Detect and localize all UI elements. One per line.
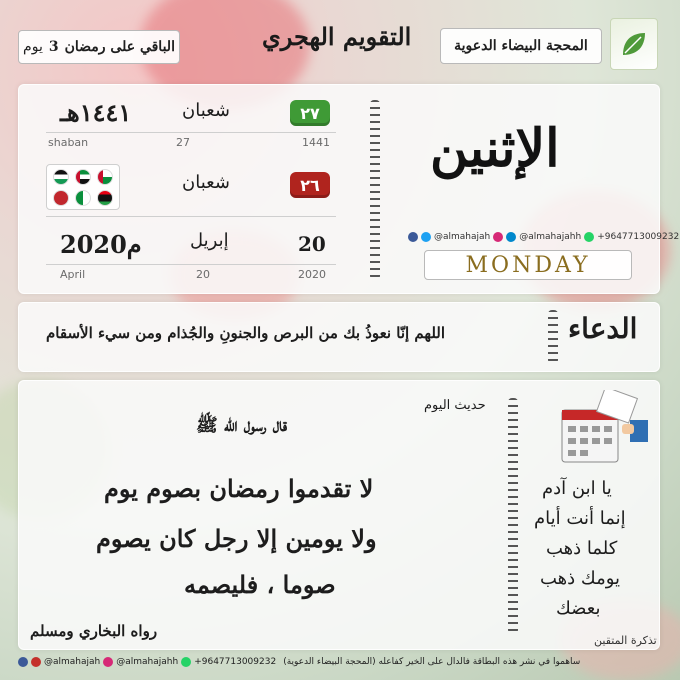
flag-icon: [97, 169, 113, 185]
hijri-year: ١٤٤١هـ: [60, 98, 132, 127]
reminder-line-5: بعضك: [556, 598, 601, 619]
ramadan-countdown: [18, 30, 180, 64]
hijri-month-en: shaban: [48, 136, 89, 149]
weekday-arabic: الإثنين: [430, 118, 560, 179]
second-day-badge: ٢٦: [290, 172, 330, 198]
brand-logo: [610, 18, 658, 70]
footer: [18, 652, 660, 672]
countdown-days: 3: [48, 39, 59, 55]
countdown-unit: يوم: [23, 39, 43, 55]
calendar-illustration: [560, 390, 650, 468]
reminder-line-1: يا ابن آدم: [542, 478, 612, 499]
brand-name: المحجة البيضاء الدعوية: [440, 28, 602, 64]
youtube-icon[interactable]: [31, 657, 41, 667]
gregorian-day-en: 20: [196, 268, 210, 281]
ornament-divider: [370, 100, 380, 280]
social-phone[interactable]: +9647713009232: [597, 232, 680, 242]
gregorian-month: إبريل: [190, 230, 229, 251]
flag-icon: [53, 169, 69, 185]
countdown-label: الباقي على رمضان: [64, 39, 175, 55]
leaf-icon: [619, 29, 649, 59]
flags-group: [46, 164, 120, 210]
gregorian-year: 2020م: [60, 230, 142, 259]
gregorian-year-en: 2020: [298, 268, 326, 281]
hijri-year-en: 1441: [302, 136, 330, 149]
ornament-divider: [508, 398, 518, 634]
instagram-icon[interactable]: [493, 232, 503, 242]
reminder-label: تذكرة المتقين: [594, 634, 657, 647]
footer-handle-2[interactable]: @almahajahh: [116, 657, 179, 667]
social-strip: [408, 232, 679, 242]
twitter-icon[interactable]: [421, 232, 431, 242]
flag-icon: [75, 190, 91, 206]
social-handle-2[interactable]: @almahajahh: [519, 232, 582, 242]
footer-text: (المحجة البيضاء الدعوية) ساهموا في نشر هذه البطاقة فالدال على الخير كفاعله: [283, 657, 581, 667]
telegram-icon[interactable]: [506, 232, 516, 242]
page-title: التقويم الهجري: [262, 22, 412, 51]
hadith-line-1: لا تقدموا رمضان بصوم يوم: [104, 474, 374, 503]
second-month: شعبان: [182, 172, 230, 193]
gregorian-day: 20: [298, 232, 326, 256]
hadith-line-2: ولا يومين إلا رجل كان يصوم: [96, 524, 377, 553]
footer-handle[interactable]: @almahajah: [44, 657, 101, 667]
dua-label: الدعاء: [568, 312, 638, 345]
facebook-icon[interactable]: [408, 232, 418, 242]
flag-icon: [75, 169, 91, 185]
hijri-day-badge: ٢٧: [290, 100, 330, 126]
ornament-divider: [548, 310, 558, 364]
hadith-line-3: صوما ، فليصمه: [184, 570, 336, 599]
footer-phone[interactable]: +9647713009232: [194, 657, 277, 667]
flag-icon: [53, 190, 69, 206]
hadith-intro: قال رسول الله ﷺ: [196, 415, 288, 436]
divider: [46, 132, 336, 133]
divider: [46, 216, 336, 217]
hijri-month: شعبان: [182, 100, 230, 121]
instagram-icon[interactable]: [103, 657, 113, 667]
reminder-line-3: كلما ذهب: [546, 538, 618, 559]
reminder-line-2: إنما أنت أيام: [534, 508, 626, 529]
dua-text: اللهم إنّا نعوذُ بك من البرص والجنونِ والجُذام ومن سيء الأسقام: [46, 324, 446, 342]
whatsapp-icon[interactable]: [181, 657, 191, 667]
gregorian-month-en: April: [60, 268, 86, 281]
reminder-line-4: يومك ذهب: [540, 568, 621, 589]
social-handle[interactable]: @almahajah: [434, 232, 491, 242]
whatsapp-icon[interactable]: [584, 232, 594, 242]
facebook-icon[interactable]: [18, 657, 28, 667]
hadith-label: حديث اليوم: [424, 398, 486, 413]
divider: [46, 264, 336, 265]
hijri-day-en: 27: [176, 136, 190, 149]
flag-icon: [97, 190, 113, 206]
calendar-icon: [560, 390, 650, 468]
weekday-english: MONDAY: [424, 250, 632, 280]
hadith-source: رواه البخاري ومسلم: [30, 622, 158, 640]
